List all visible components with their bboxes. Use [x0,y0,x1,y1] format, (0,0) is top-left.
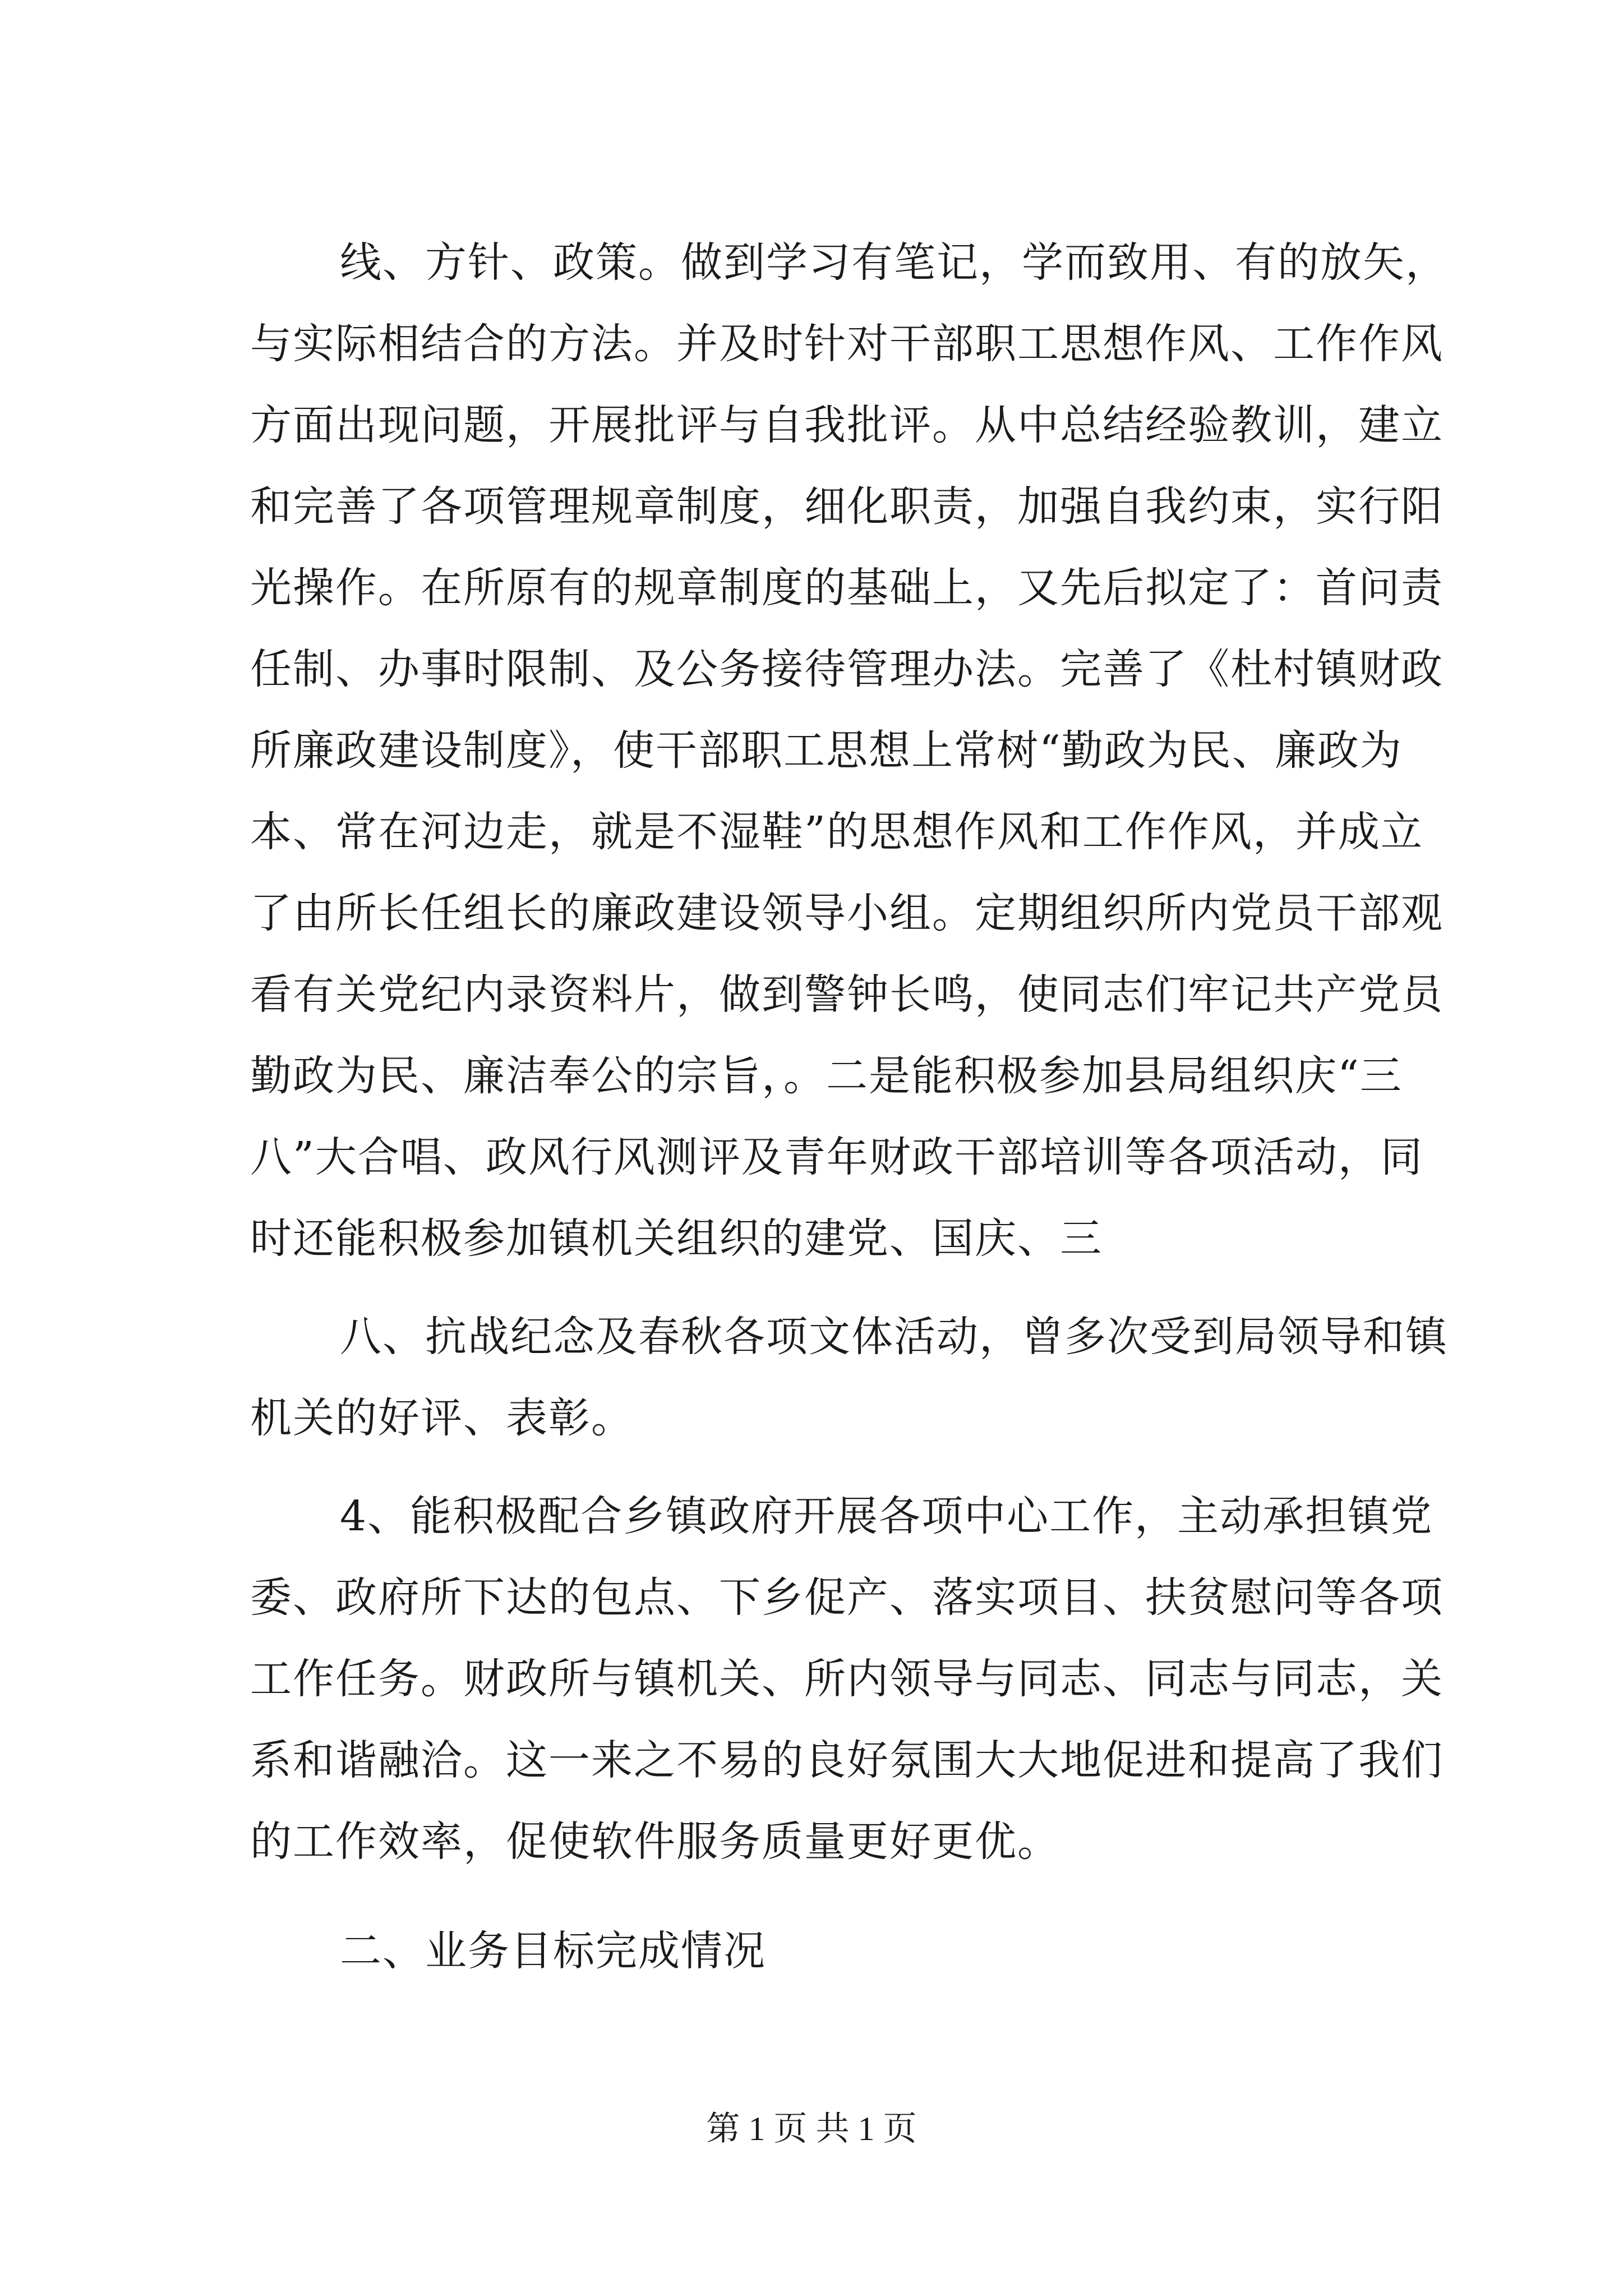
paragraph-3 [250,1476,1444,1883]
text-line: 与实际相结合的方法。并及时针对干部职工思想作风、工作作风 [250,320,1444,368]
text-line: 委、政府所下达的包点、下乡促产、落实项目、扶贫慰问等各项 [250,1573,1444,1622]
text-line: 系和谐融洽。这一来之不易的良好氛围大大地促进和提高了我们 [250,1736,1444,1784]
text-line: 了由所长任组长的廉政建设领导小组。定期组织所内党员干部观 [250,889,1444,937]
text-line: 4、能积极配合乡镇政府开展各项中心工作，主动承担镇党 [340,1492,1433,1540]
text-line: 和完善了各项管理规章制度，细化职责，加强自我约束，实行阳 [250,482,1444,531]
text-line: 工作任务。财政所与镇机关、所内领导与同志、同志与同志，关 [250,1655,1444,1703]
document-body [250,222,1448,1992]
text-line: 光操作。在所原有的规章制度的基础上，又先后拟定了：首问责 [250,564,1444,612]
text-line: 方面出现问题，开展批评与自我批评。从中总结经验教训，建立 [250,401,1444,449]
paragraph-2 [250,1296,1448,1459]
text-line: 八、抗战纪念及春秋各项文体活动，曾多次受到局领导和镇 [340,1313,1448,1361]
text-line: 看有关党纪内录资料片，做到警钟长鸣，使同志们牢记共产党员 [250,970,1444,1019]
paragraph-1 [250,222,1448,1280]
section-heading [250,1911,1428,1992]
text-line: 的工作效率，促使软件服务质量更好更优。 [250,1818,1060,1866]
page-number: 第 1 页 共 1 页 [706,2110,917,2147]
text-line: 线、方针、政策。做到学习有笔记，学而致用、有的放矢， [340,238,1448,287]
text-line: 任制、办事时限制、及公务接待管理办法。完善了《杜村镇财政 [250,645,1444,693]
text-line: 机关的好评、表彰。 [250,1394,634,1442]
page-footer [0,2106,1623,2151]
text-line: 八”大合唱、政风行风测评及青年财政干部培训等各项活动，同 [250,1133,1423,1181]
section-heading-text: 二、业务目标完成情况 [340,1927,766,1975]
text-line: 时还能积极参加镇机关组织的建党、国庆、三 [250,1214,1103,1263]
text-line: 勤政为民、廉洁奉公的宗旨，。二是能积极参加县局组织庆“三 [250,1052,1403,1100]
text-line: 所廉政建设制度》，使干部职工思想上常树“勤政为民、廉政为 [250,726,1403,775]
text-line: 本、常在河边走，就是不湿鞋”的思想作风和工作作风，并成立 [250,808,1423,856]
